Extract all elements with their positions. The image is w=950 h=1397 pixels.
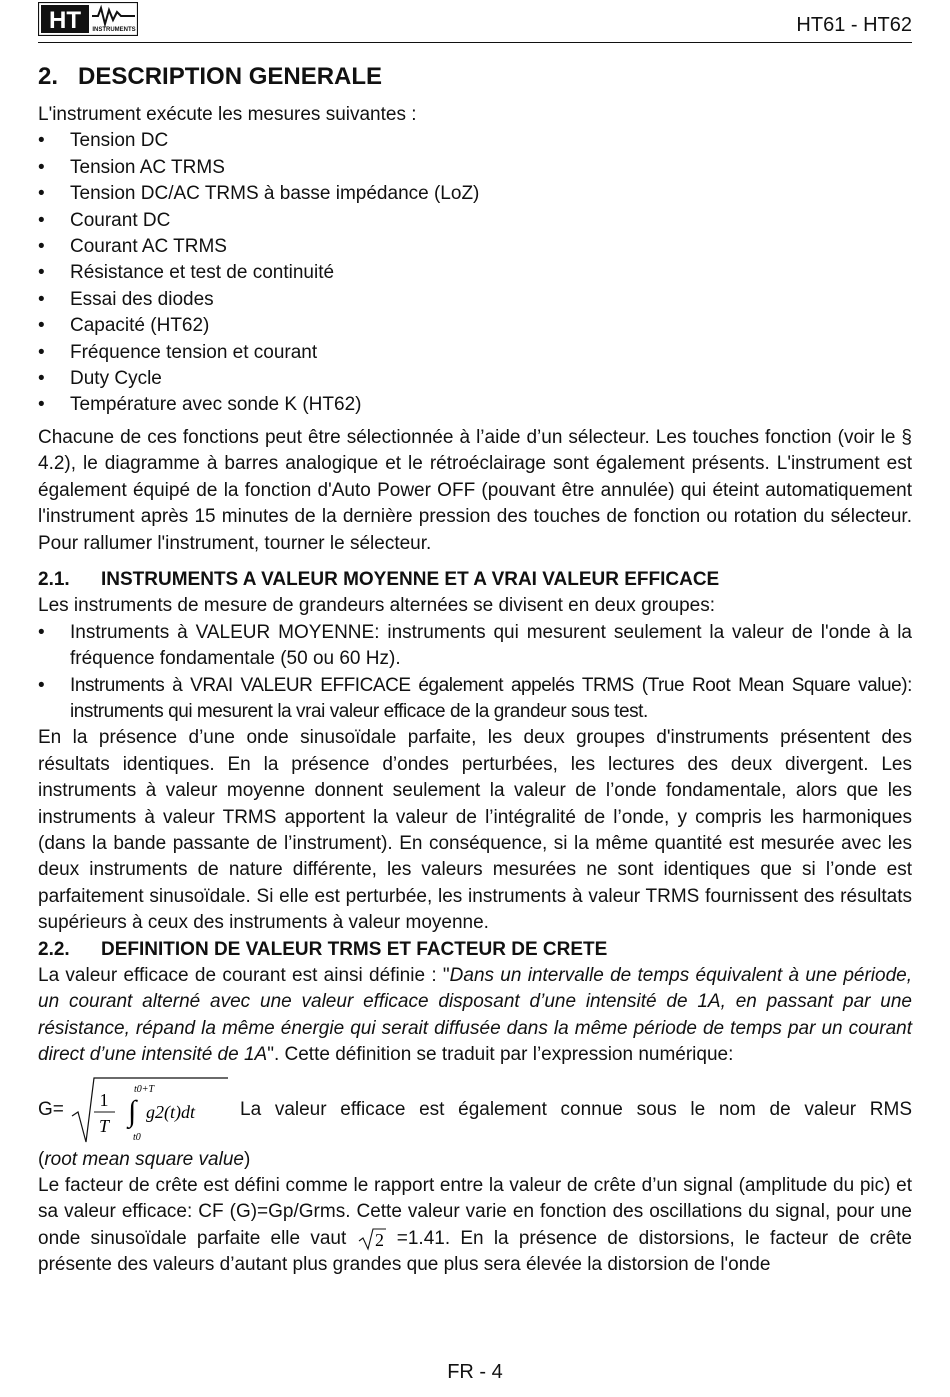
page-footer: FR - 4 xyxy=(447,1361,503,1383)
section-number: 2.1. xyxy=(38,568,70,590)
list-item: • Instruments à VRAI VALEUR EFFICACE également appelés TRMS (True Root Mean Square value): instruments qui mesurent la vrai valeur efficace de la grandeur sous test. xyxy=(38,673,912,726)
section-title: DEFINITION DE VALEUR TRMS ET FACTEUR DE CRETE xyxy=(101,938,608,960)
description-paragraph: Chacune de ces fonctions peut être sélectionnée à l’aide d’un sélecteur. Les touches fonction (voir le § 4.2), le diagramme à barres analogique et le rétroéclairage sont également présents. L'instrument est également équipé de la fonction d'Auto Power OFF (pouvant être annulée) qui éteint automatiquement l'instrument après 15 minutes de la dernière pression des touches de fonction ou rotation du sélecteur. Pour rallumer l'instrument, tourner le sélecteur. xyxy=(38,426,912,554)
paren-open: ( xyxy=(38,1148,45,1170)
list-item: • Résistance et test de continuité xyxy=(38,260,912,286)
list-item: • Instruments à VALEUR MOYENNE: instruments qui mesurent seulement la valeur de l'onde à la fréquence fondamentale (50 ou 60 Hz). xyxy=(38,620,912,673)
paren-close: ) xyxy=(243,1148,251,1170)
definition-lead: La valeur efficace de courant est ainsi définie : " xyxy=(38,965,450,986)
page-content xyxy=(38,62,912,1279)
rms-name-text: La valeur efficace est également connue sous le nom de valeur RMS xyxy=(240,1099,912,1121)
svg-text:2: 2 xyxy=(374,1229,384,1250)
page-header xyxy=(38,0,912,43)
list-item: • Courant DC xyxy=(38,208,912,234)
crest-factor-paragraph xyxy=(38,1173,912,1279)
section-2-2-heading xyxy=(38,937,912,963)
groups-intro: Les instruments de mesure de grandeurs alternées se divisent en deux groupes: xyxy=(38,595,716,617)
model-label: HT61 - HT62 xyxy=(796,14,912,36)
formula-lhs: G= xyxy=(38,1099,64,1121)
definition-quote: Dans un intervalle de temps équivalent à une période, un courant alterné avec une valeur efficace disposant d’une intensité de 1A, en passant par une résistance, répand la même énergie qui serait diffusée dans la même période de temps par un courant direct d’une intensité de 1A xyxy=(38,965,912,1066)
rms-formula-row xyxy=(38,1075,912,1147)
list-item: • Essai des diodes xyxy=(38,287,912,313)
rms-expansion: root mean square value xyxy=(44,1148,244,1170)
rms-formula xyxy=(70,1076,230,1146)
svg-text:INSTRUMENTS: INSTRUMENTS xyxy=(92,27,136,33)
crest-text-2: =1.41. En la présence de distorsions, le facteur de crête présente des valeurs d’autant plus grandes que plus sera élevée la distorsion de l'onde xyxy=(38,1227,912,1276)
measures-list xyxy=(38,128,912,418)
list-item: • Courant AC TRMS xyxy=(38,234,912,260)
section-number: 2.2. xyxy=(38,938,70,960)
section-2-1-heading xyxy=(38,567,912,593)
list-item: • Tension AC TRMS xyxy=(38,155,912,181)
list-item: • Tension DC xyxy=(38,128,912,154)
section-title: INSTRUMENTS A VALEUR MOYENNE ET A VRAI VALEUR EFFICACE xyxy=(101,568,720,590)
integral-sign: ∫ xyxy=(128,1094,137,1128)
measures-intro: L'instrument exécute les mesures suivantes : xyxy=(38,104,417,125)
definition-tail: ". Cette définition se traduit par l’expression numérique: xyxy=(267,1044,734,1066)
svg-text:HT: HT xyxy=(49,7,81,34)
svg-text:t0+T: t0+T xyxy=(134,1083,155,1095)
svg-text:g2(t)dt: g2(t)dt xyxy=(146,1101,195,1122)
rms-definition xyxy=(38,963,912,1069)
section-2-title: 2. DESCRIPTION GENERALE xyxy=(38,63,383,90)
list-item: • Température avec sonde K (HT62) xyxy=(38,392,912,418)
groups-list xyxy=(38,620,912,726)
svg-text:t0: t0 xyxy=(133,1131,141,1143)
list-item: • Duty Cycle xyxy=(38,366,912,392)
rms-acronym xyxy=(38,1147,912,1173)
list-item: • Tension DC/AC TRMS à basse impédance (LoZ) xyxy=(38,181,912,207)
sqrt-two xyxy=(357,1227,387,1251)
svg-text:1: 1 xyxy=(99,1089,109,1110)
list-item: • Fréquence tension et courant xyxy=(38,340,912,366)
trms-paragraph: En la présence d’une onde sinusoïdale parfaite, les deux groupes d'instruments présentent des résultats identiques. En la présence d’ondes perturbées, les lectures des deux divergent. Les instruments à valeur moyenne donnent seulement la valeur de l’onde fondamentale, alors que les instruments à valeur TRMS apportent la valeur de l’intégralité de l’onde, y compris les harmoniques (dans la bande passante de l’instrument). En conséquence, si la même quantité est mesurée avec les deux instruments de nature différente, les valeurs mesurées ne sont identiques que si l’onde est parfaitement sinusoïdale. Si elle est perturbée, les instruments à valeur TRMS fournissent des résultats supérieurs à ceux des instruments à valeur moyenne. xyxy=(38,727,912,934)
crest-text-1: Le facteur de crête est défini comme le rapport entre la valeur de crête d’un signal (amplitude du pic) et sa valeur efficace: CF (G)=Gp/Grms. Cette valeur varie en fonction des oscillations du signal, pour une onde sinusoïdale parfaite elle vaut xyxy=(38,1175,912,1249)
svg-text:T: T xyxy=(98,1115,110,1136)
ht-instruments-logo xyxy=(38,2,138,36)
list-item: • Capacité (HT62) xyxy=(38,313,912,339)
